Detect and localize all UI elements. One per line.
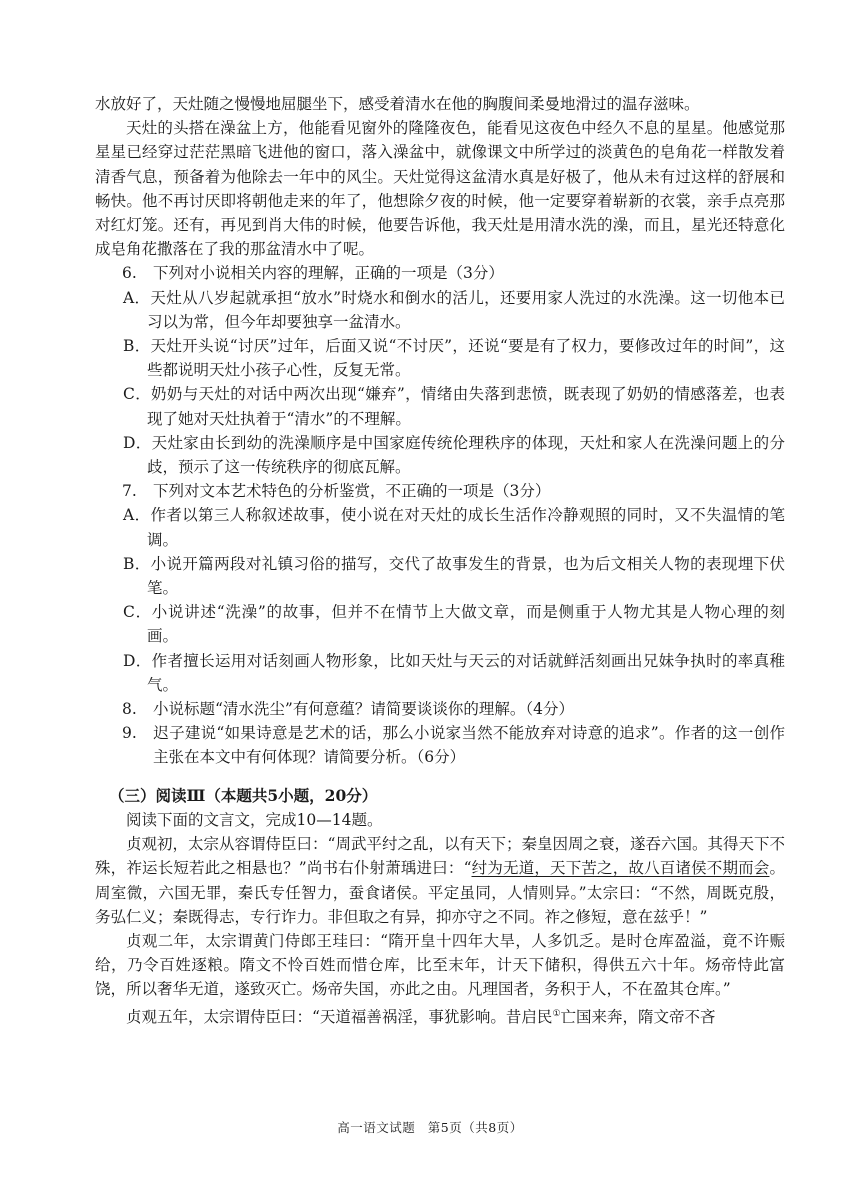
question-6 [95,261,785,479]
option-d: D．天灶家由长到幼的洗澡顺序是中国家庭传统伦理秩序的体现，天灶和家人在洗澡问题上的分歧，预示了这一传统秩序的彻底瓦解。 [123,433,785,477]
classical-paragraph-3 [95,1002,785,1029]
classical-text: 贞观五年，太宗谓侍臣曰：“天道福善祸淫，事犹影响。昔启民 [126,1007,553,1026]
page-content [95,92,785,1029]
footnote-marker: ① [552,1008,561,1019]
question-text: 迟子建说“如果诗意是艺术的话，那么小说家当然不能放弃对诗意的追求”。作者的这一创作主张在本文中有何体现？请简要分析。（6分） [153,724,785,767]
footer-subject: 高一语文试题 [337,1120,416,1135]
question-number: 9. [122,724,137,743]
question-stem [95,479,785,503]
section-3-intro: 阅读下面的文言文，完成10—14题。 [126,810,383,829]
passage-paragraph-2: 天灶的头搭在澡盆上方，他能看见窗外的隆隆夜色，能看见这夜色中经久不息的星星。他感觉那星星已经穿过茫茫黑暗飞进他的窗口，落入澡盆中，就像课文中所学过的淡黄色的皂角花一样散发着清香气息，预备着为他除去一年中的风尘。天灶觉得这盆清水真是好极了，他从未有过这样的舒展和畅快。他不再讨厌即将朝他走来的年了，他想除夕夜的时候，他一定要穿着崭新的衣裳，亲手点亮那对红灯笼。还有，再见到肖大伟的时候，他要告诉他，我天灶是用清水洗的澡，而且，星光还特意化成皂角花撒落在了我的那盆清水中了呢。 [95,119,785,259]
classical-paragraph-2: 贞观二年，太宗谓黄门侍郎王珪曰：“隋开皇十四年大旱，人多饥乏。是时仓库盈溢，竟不许赈给，乃令百姓逐粮。隋文不怜百姓而惜仓库，比至末年，计天下储积，得供五六十年。炀帝恃此富饶，所以奢华无道，遂致灭亡。炀帝失国，亦此之由。凡理国者，务积于人，不在盈其仓库。” [95,931,785,999]
classical-text: 。周室微，六国无罪，秦氏专任智力，蚕食诸侯。平定虽同，人情则异。”太宗曰：“不然，周既克殷，务弘仁义；秦既得志，专行诈力。非但取之有异，抑亦守之不同。祚之修短，意在兹乎！” [95,859,785,926]
question-number: 7. [122,482,137,501]
page-footer [0,1118,860,1136]
classical-text: 贞观初，太宗从容谓侍臣曰：“周武平纣之乱，以有天下；秦皇因周之衰，遂吞六国。其得天下不殊，祚运长短若此之相悬也？”尚书右仆射萧瑀进曰：“ [95,835,785,878]
section-3-heading: （三）阅读Ⅲ（本题共5小题，20分） [109,785,378,805]
footer-page-number: 第5页（共8页） [427,1120,523,1135]
option-b: B．天灶开头说“讨厌”过年，后面又说“不讨厌”，还说“要是有了权力，要修改过年的时间”，这些都说明天灶小孩子心性，反复无常。 [123,337,785,380]
option-c: C．小说讲述“洗澡”的故事，但并不在情节上大做文章，而是侧重于人物尤其是人物心理的刻画。 [123,603,785,646]
question-text: 小说标题“清水洗尘”有何意蕴？请简要谈谈你的理解。（4分） [153,700,574,719]
option-a: A．天灶从八岁起就承担“放水”时烧水和倒水的活儿，还要用家人洗过的水洗澡。这一切他本已习以为常，但今年却要独享一盆清水。 [123,288,785,331]
question-8 [95,697,785,721]
underlined-sentence: 故八百诸侯不期而会 [628,859,770,878]
passage-paragraph-1: 水放好了，天灶随之慢慢地屈腿坐下，感受着清水在他的胸腹间柔曼地滑过的温存滋味。 [95,95,700,113]
question-stem [95,721,785,769]
underlined-sentence: 纣为无道，天下苦之， [471,859,629,878]
option-d: D．作者擅长运用对话刻画人物形象，比如天灶与天云的对话就鲜活刻画出兄妹争执时的率真稚气。 [123,651,785,694]
question-9 [95,721,785,769]
question-number: 6. [122,264,137,283]
option-b: B．小说开篇两段对礼镇习俗的描写，交代了故事发生的背景，也为后文相关人物的表现埋下伏笔。 [123,554,785,598]
question-7 [95,479,785,697]
question-text: 下列对小说相关内容的理解，正确的一项是（3分） [153,264,504,283]
classical-paragraph-1 [95,832,785,929]
option-a: A．作者以第三人称叙述故事，使小说在对天灶的成长生活作冷静观照的同时，又不失温情的笔调。 [123,506,785,549]
question-stem [95,697,785,721]
question-stem [95,261,785,285]
option-c: C．奶奶与天灶的对话中两次出现“嫌弃”，情绪由失落到悲愤，既表现了奶奶的情感落差，也表现了她对天灶执着于“清水”的不理解。 [123,385,785,428]
question-text: 下列对文本艺术特色的分析鉴赏，不正确的一项是（3分） [153,482,551,501]
classical-text: 亡国来奔，隋文帝不吝 [560,1007,716,1026]
question-number: 8. [122,700,137,719]
